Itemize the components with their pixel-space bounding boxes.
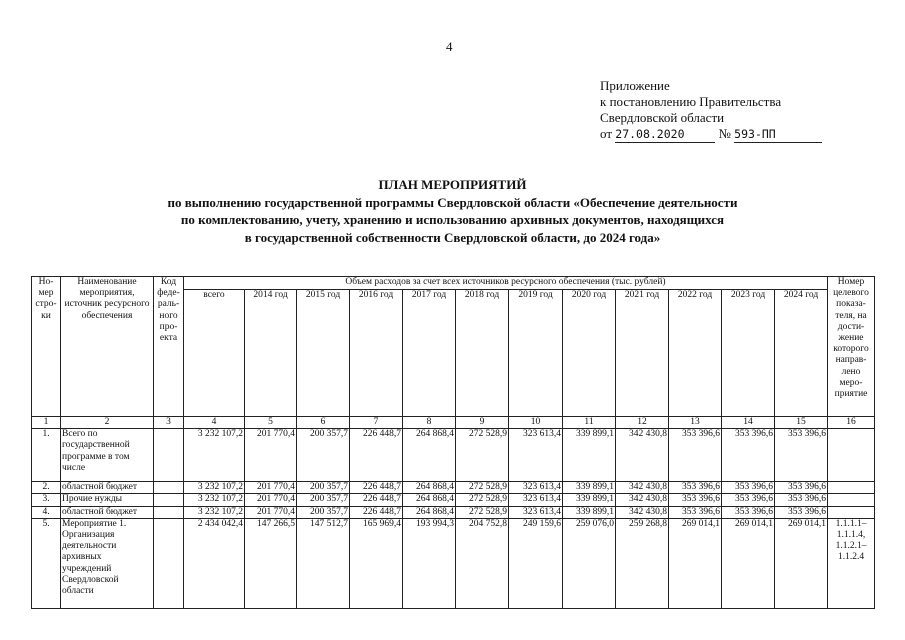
header-year: 2021 год (616, 290, 669, 417)
row-value-cell: 201 770,4 (245, 482, 297, 494)
column-number: 12 (616, 417, 669, 429)
row-code-cell (154, 506, 184, 518)
row-value-cell: 323 613,4 (509, 482, 563, 494)
row-code-cell (154, 494, 184, 506)
row-value-cell: 353 396,6 (775, 482, 828, 494)
row-value-cell: 323 613,4 (509, 506, 563, 518)
row-value-cell: 165 969,4 (350, 518, 403, 608)
table-row (32, 506, 875, 518)
row-value-cell: 353 396,6 (669, 482, 722, 494)
row-indicator-cell (828, 494, 875, 506)
row-value-cell: 323 613,4 (509, 494, 563, 506)
table-row (32, 482, 875, 494)
plan-table (31, 276, 875, 609)
page-number: 4 (446, 39, 453, 54)
row-value-cell: 272 528,9 (456, 494, 509, 506)
row-value-cell: 353 396,6 (669, 429, 722, 482)
row-value-cell: 200 357,7 (297, 482, 350, 494)
row-value-cell: 201 770,4 (245, 429, 297, 482)
row-value-cell: 200 357,7 (297, 429, 350, 482)
row-name-cell: Всего по государственной программе в том числе (61, 429, 154, 482)
row-value-cell: 339 899,1 (563, 429, 616, 482)
table-row (32, 494, 875, 506)
header-indicator: Номер целевого показа-теля, на дости-жение которого направ-лено меро-приятие (828, 277, 875, 417)
column-number: 6 (297, 417, 350, 429)
header-row-number: Но-мер стро-ки (32, 277, 61, 417)
row-value-cell: 259 268,8 (616, 518, 669, 608)
from-label: от (600, 126, 613, 141)
table-row (32, 518, 875, 608)
row-value-cell: 353 396,6 (722, 429, 775, 482)
column-number: 11 (563, 417, 616, 429)
column-number: 2 (61, 417, 154, 429)
row-value-cell: 353 396,6 (722, 494, 775, 506)
column-number: 3 (154, 417, 184, 429)
title-line: ПЛАН МЕРОПРИЯТИЙ (378, 177, 527, 192)
column-number: 1 (32, 417, 61, 429)
row-value-cell: 200 357,7 (297, 506, 350, 518)
row-value-cell: 272 528,9 (456, 429, 509, 482)
row-value-cell: 3 232 107,2 (184, 506, 245, 518)
table-row (32, 429, 875, 482)
row-code-cell (154, 429, 184, 482)
title-line: по выполнению государственной программы Свердловской области «Обеспечение деятельности (167, 194, 738, 210)
row-number-cell: 1. (32, 429, 61, 482)
row-value-cell: 323 613,4 (509, 429, 563, 482)
row-indicator-cell (828, 482, 875, 494)
number-label: № (718, 126, 731, 141)
row-value-cell: 264 868,4 (403, 482, 456, 494)
row-value-cell: 339 899,1 (563, 482, 616, 494)
column-number: 10 (509, 417, 563, 429)
row-indicator-cell: 1.1.1.1–1.1.1.4, 1.1.2.1–1.1.2.4 (828, 518, 875, 608)
row-value-cell: 147 512,7 (297, 518, 350, 608)
row-value-cell: 226 448,7 (350, 429, 403, 482)
document-title (0, 176, 905, 246)
row-value-cell: 353 396,6 (775, 429, 828, 482)
appendix-block (600, 78, 822, 143)
row-value-cell: 249 159,6 (509, 518, 563, 608)
row-number-cell: 2. (32, 482, 61, 494)
appendix-date-line (600, 126, 822, 143)
header-year: 2022 год (669, 290, 722, 417)
row-value-cell: 272 528,9 (456, 506, 509, 518)
column-number: 15 (775, 417, 828, 429)
row-value-cell: 3 232 107,2 (184, 482, 245, 494)
row-value-cell: 264 868,4 (403, 506, 456, 518)
resolution-date: 27.08.2020 (615, 126, 715, 143)
row-indicator-cell (828, 506, 875, 518)
header-expenses-group: Объем расходов за счет всех источников ресурсного обеспечения (тыс. рублей) (184, 277, 828, 290)
header-code: Код феде-раль-ного про-екта (154, 277, 184, 417)
column-number: 5 (245, 417, 297, 429)
header-year: 2017 год (403, 290, 456, 417)
header-year: 2018 год (456, 290, 509, 417)
column-number: 16 (828, 417, 875, 429)
row-value-cell: 342 430,8 (616, 506, 669, 518)
row-number-cell: 5. (32, 518, 61, 608)
row-value-cell: 342 430,8 (616, 482, 669, 494)
resolution-number: 593-ПП (734, 126, 822, 143)
row-value-cell: 342 430,8 (616, 429, 669, 482)
row-number-cell: 3. (32, 494, 61, 506)
row-value-cell: 353 396,6 (722, 506, 775, 518)
row-value-cell: 147 266,5 (245, 518, 297, 608)
row-value-cell: 201 770,4 (245, 494, 297, 506)
row-value-cell: 353 396,6 (775, 506, 828, 518)
column-number: 7 (350, 417, 403, 429)
row-value-cell: 193 994,3 (403, 518, 456, 608)
row-value-cell: 269 014,1 (669, 518, 722, 608)
row-value-cell: 3 232 107,2 (184, 429, 245, 482)
title-line: в государственной собственности Свердловской области, до 2024 года» (244, 229, 661, 245)
appendix-line: к постановлению Правительства (600, 94, 782, 109)
appendix-line: Приложение (600, 78, 670, 93)
row-value-cell: 353 396,6 (669, 494, 722, 506)
row-value-cell: 226 448,7 (350, 506, 403, 518)
row-value-cell: 259 076,0 (563, 518, 616, 608)
column-number: 14 (722, 417, 775, 429)
header-year: 2015 год (297, 290, 350, 417)
title-line: по комплектованию, учету, хранению и использованию архивных документов, находящихся (180, 212, 725, 227)
column-number: 4 (184, 417, 245, 429)
row-value-cell: 226 448,7 (350, 482, 403, 494)
header-year: 2020 год (563, 290, 616, 417)
row-code-cell (154, 518, 184, 608)
row-value-cell: 2 434 042,4 (184, 518, 245, 608)
header-name: Наименование мероприятия, источник ресурсного обеспечения (61, 277, 154, 417)
row-value-cell: 339 899,1 (563, 506, 616, 518)
row-value-cell: 353 396,6 (669, 506, 722, 518)
column-number: 9 (456, 417, 509, 429)
appendix-line: Свердловской области (600, 110, 725, 125)
row-value-cell: 353 396,6 (775, 494, 828, 506)
row-value-cell: 264 868,4 (403, 429, 456, 482)
row-value-cell: 226 448,7 (350, 494, 403, 506)
header-year: всего (184, 290, 245, 417)
column-number: 13 (669, 417, 722, 429)
row-value-cell: 342 430,8 (616, 494, 669, 506)
row-value-cell: 272 528,9 (456, 482, 509, 494)
row-value-cell: 353 396,6 (722, 482, 775, 494)
row-indicator-cell (828, 429, 875, 482)
row-code-cell (154, 482, 184, 494)
row-name-cell: Мероприятие 1. Организация деятельности архивных учреждений Свердловской области (61, 518, 154, 608)
row-value-cell: 3 232 107,2 (184, 494, 245, 506)
header-year: 2024 год (775, 290, 828, 417)
row-name-cell: областной бюджет (61, 482, 154, 494)
row-value-cell: 204 752,8 (456, 518, 509, 608)
row-value-cell: 201 770,4 (245, 506, 297, 518)
row-value-cell: 339 899,1 (563, 494, 616, 506)
row-number-cell: 4. (32, 506, 61, 518)
header-year: 2016 год (350, 290, 403, 417)
row-name-cell: Прочие нужды (61, 494, 154, 506)
row-name-cell: областной бюджет (61, 506, 154, 518)
header-year: 2014 год (245, 290, 297, 417)
header-year: 2023 год (722, 290, 775, 417)
row-value-cell: 269 014,1 (775, 518, 828, 608)
header-year: 2019 год (509, 290, 563, 417)
row-value-cell: 264 868,4 (403, 494, 456, 506)
column-number-row (32, 417, 875, 429)
column-number: 8 (403, 417, 456, 429)
row-value-cell: 200 357,7 (297, 494, 350, 506)
row-value-cell: 269 014,1 (722, 518, 775, 608)
